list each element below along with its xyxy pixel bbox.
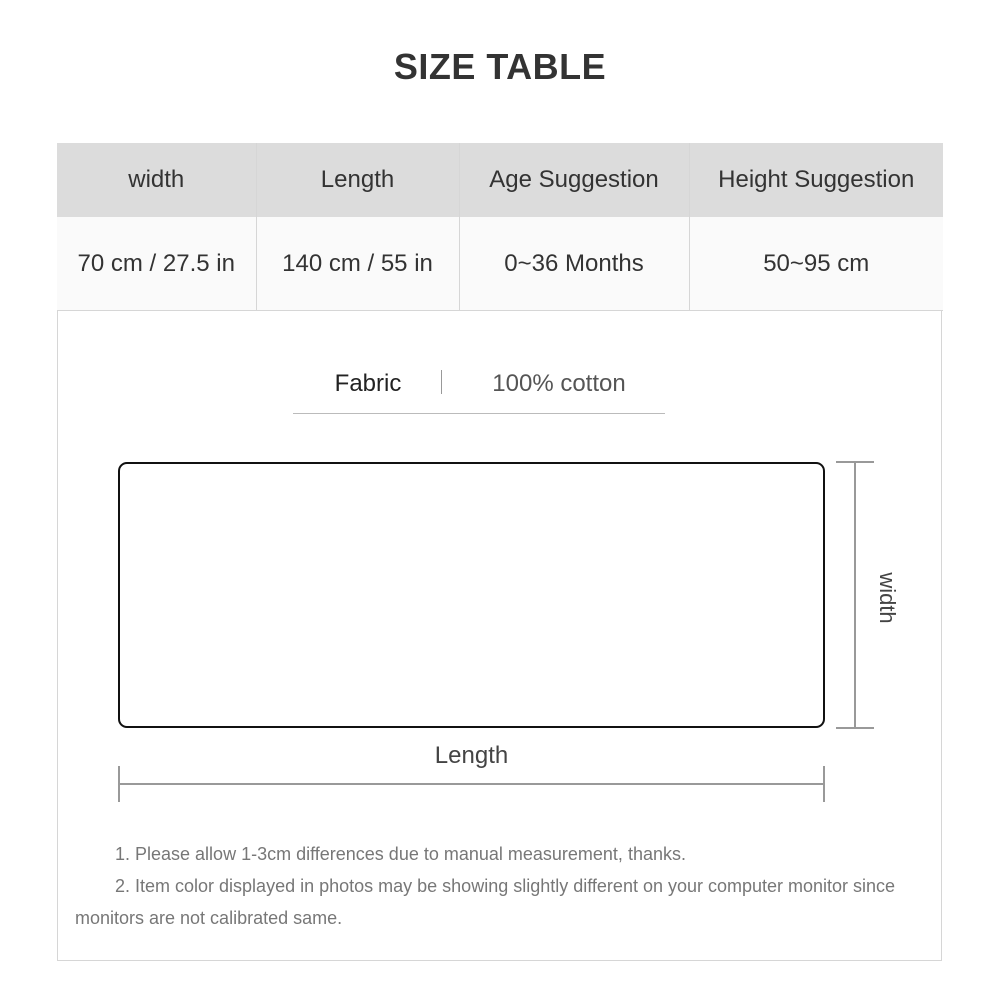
note-item: 1. Please allow 1-3cm differences due to manual measurement, thanks. <box>115 844 686 864</box>
notes <box>75 838 935 934</box>
header-height-suggestion: Height Suggestion <box>689 143 943 217</box>
length-dimension-label: Length <box>434 742 509 769</box>
header-width: width <box>57 143 256 217</box>
cell-age-suggestion: 0~36 Months <box>459 217 689 311</box>
cell-width: 70 cm / 27.5 in <box>57 217 256 311</box>
length-measure-line <box>119 766 824 802</box>
page-title: SIZE TABLE <box>393 46 607 87</box>
fabric-value: 100% cotton <box>492 370 626 397</box>
fabric-label: Fabric <box>334 370 402 397</box>
cell-height-suggestion: 50~95 cm <box>689 217 943 311</box>
width-dimension-label: width <box>875 572 900 624</box>
product-outline <box>119 463 824 727</box>
header-length: Length <box>256 143 459 217</box>
header-age-suggestion: Age Suggestion <box>459 143 689 217</box>
width-measure-line <box>836 462 874 728</box>
cell-length: 140 cm / 55 in <box>256 217 459 311</box>
note-item: 2. Item color displayed in photos may be showing slightly different on your computer monitor since monitors are not calibrated same. <box>75 876 896 928</box>
